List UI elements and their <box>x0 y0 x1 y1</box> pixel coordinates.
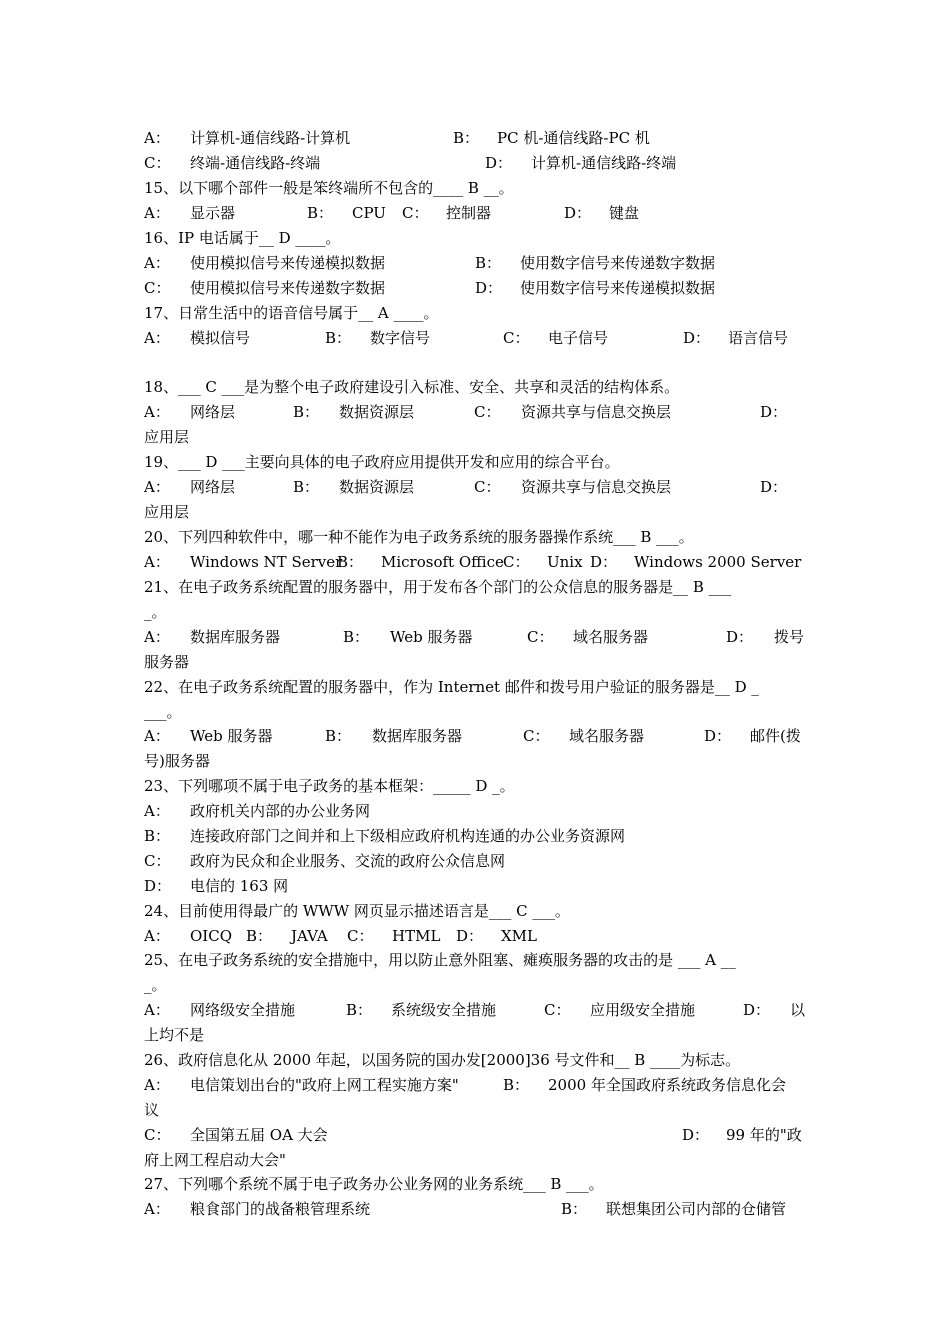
text-segment: 数字信号 <box>370 329 431 347</box>
text-segment: Microsoft Office <box>381 553 504 571</box>
option-letter: C： <box>474 478 501 496</box>
option-letter: A： <box>144 802 170 820</box>
option-letter: C： <box>474 403 501 421</box>
text-segment: 应用层 <box>144 503 190 521</box>
option-letter: D： <box>144 877 172 895</box>
option-letter: A： <box>144 129 170 147</box>
text-line <box>0 550 950 574</box>
text-segment: 连接政府部门之间并和上下级相应政府机构连通的办公业务资源网 <box>190 827 626 845</box>
text-line <box>0 724 950 748</box>
option-letter: A： <box>144 478 170 496</box>
option-letter: B： <box>475 254 502 272</box>
text-segment: _。 <box>144 603 167 621</box>
text-line <box>0 650 950 674</box>
option-letter: C： <box>347 927 374 945</box>
text-segment: HTML <box>392 927 441 945</box>
option-letter: A： <box>144 403 170 421</box>
question-23 <box>0 774 950 798</box>
text-segment: 数据资源层 <box>339 478 415 496</box>
text-line <box>0 1023 950 1047</box>
option-letter: B： <box>293 478 320 496</box>
text-segment: 以 <box>790 1001 806 1019</box>
text-segment: 数据资源层 <box>339 403 415 421</box>
text-line <box>0 126 950 150</box>
text-segment: 全国第五届 OA 大会 <box>190 1126 328 1144</box>
text-line <box>0 151 950 175</box>
text-line <box>0 799 950 823</box>
question-17 <box>0 301 950 325</box>
option-letter: C： <box>503 553 530 571</box>
text-segment: 电信的 163 网 <box>190 877 289 895</box>
text-segment: 数据库服务器 <box>190 628 281 646</box>
text-segment: 18、___ C ___是为整个电子政府建设引入标准、安全、共享和灵活的结构体系。 <box>144 378 680 396</box>
option-letter: B： <box>343 628 370 646</box>
text-segment: CPU <box>352 204 386 222</box>
option-letter: A： <box>144 1001 170 1019</box>
question-18 <box>0 375 950 399</box>
text-segment: 电信策划出台的"政府上网工程实施方案" <box>190 1076 459 1094</box>
option-letter: B： <box>144 827 171 845</box>
text-line <box>0 276 950 300</box>
text-segment: 终端-通信线路-终端 <box>190 154 321 172</box>
text-segment: 政府机关内部的办公业务网 <box>190 802 371 820</box>
text-segment: 17、日常生活中的语音信号属于__ A ____。 <box>144 304 439 322</box>
option-letter: A： <box>144 1076 170 1094</box>
text-segment: 拨号 <box>774 628 805 646</box>
option-letter: B： <box>503 1076 530 1094</box>
text-segment: 府上网工程启动大会" <box>144 1151 286 1169</box>
text-segment: 21、在电子政务系统配置的服务器中，用于发布各个部门的公众信息的服务器是__ B ___ <box>144 578 732 596</box>
text-segment: Windows 2000 Server <box>634 553 802 571</box>
text-segment: 服务器 <box>144 653 190 671</box>
option-letter: D： <box>760 403 788 421</box>
text-segment: 域名服务器 <box>569 727 645 745</box>
text-segment: 15、以下哪个部件一般是笨终端所不包含的____ B __。 <box>144 179 514 197</box>
text-segment: 计算机-通信线路-终端 <box>531 154 677 172</box>
text-segment: 议 <box>144 1101 160 1119</box>
text-segment: 24、目前使用得最广的 WWW 网页显示描述语言是___ C ___。 <box>144 902 570 920</box>
text-segment: 号)服务器 <box>144 752 210 770</box>
option-letter: C： <box>527 628 554 646</box>
text-segment: Windows NT Server <box>190 553 343 571</box>
text-segment: 电子信号 <box>548 329 609 347</box>
text-segment: 资源共享与信息交换层 <box>521 478 672 496</box>
text-segment: 域名服务器 <box>573 628 649 646</box>
question-20 <box>0 525 950 549</box>
text-line <box>0 400 950 424</box>
text-segment: Web 服务器 <box>390 628 473 646</box>
option-letter: A： <box>144 204 170 222</box>
option-letter: C： <box>503 329 530 347</box>
text-segment: 联想集团公司内部的仓储管 <box>606 1200 787 1218</box>
question-24 <box>0 899 950 923</box>
text-segment: XML <box>501 927 537 945</box>
option-letter: D： <box>590 553 618 571</box>
text-segment: 19、___ D ___主要向具体的电子政府应用提供开发和应用的综合平台。 <box>144 453 620 471</box>
text-line <box>0 475 950 499</box>
text-segment: 25、在电子政务系统的安全措施中，用以防止意外阻塞、瘫痪服务器的攻击的是 ___ A __ <box>144 951 736 969</box>
text-segment: 资源共享与信息交换层 <box>521 403 672 421</box>
option-letter: B： <box>325 329 352 347</box>
text-segment: 键盘 <box>609 204 640 222</box>
text-line <box>0 874 950 898</box>
question-27 <box>0 1172 950 1196</box>
option-letter: D： <box>475 279 503 297</box>
text-segment: 数据库服务器 <box>372 727 463 745</box>
question-16 <box>0 226 950 250</box>
text-line <box>0 425 950 449</box>
option-letter: C： <box>544 1001 571 1019</box>
text-segment: 23、下列哪项不属于电子政务的基本框架：_____ D _。 <box>144 777 515 795</box>
text-segment: JAVA <box>291 927 328 945</box>
option-letter: A： <box>144 254 170 272</box>
option-letter: C： <box>523 727 550 745</box>
option-letter: B： <box>293 403 320 421</box>
option-letter: C： <box>144 154 171 172</box>
text-line <box>0 700 950 724</box>
text-segment: 20、下列四种软件中，哪一种不能作为电子政务系统的服务器操作系统___ B ___。 <box>144 528 694 546</box>
text-line <box>0 849 950 873</box>
text-line <box>0 1073 950 1097</box>
text-line <box>0 1148 950 1172</box>
text-segment: PC 机-通信线路-PC 机 <box>497 129 650 147</box>
text-segment: 网络层 <box>190 478 236 496</box>
text-line <box>0 1098 950 1122</box>
option-letter: D： <box>485 154 513 172</box>
text-line <box>0 600 950 624</box>
option-letter: A： <box>144 727 170 745</box>
text-segment: 应用级安全措施 <box>590 1001 696 1019</box>
text-segment: 22、在电子政务系统配置的服务器中，作为 Internet 邮件和拨号用户验证的服务器是__ D _ <box>144 678 759 696</box>
question-22 <box>0 675 950 699</box>
option-letter: D： <box>704 727 732 745</box>
text-line <box>0 1197 950 1221</box>
option-letter: D： <box>456 927 484 945</box>
text-segment: 99 年的"政 <box>726 1126 802 1144</box>
text-line <box>0 500 950 524</box>
option-letter: B： <box>307 204 334 222</box>
text-segment: 使用数字信号来传递模拟数据 <box>520 279 716 297</box>
text-segment: 语言信号 <box>728 329 789 347</box>
text-line <box>0 998 950 1022</box>
text-segment: 使用模拟信号来传递模拟数据 <box>190 254 386 272</box>
text-line <box>0 973 950 997</box>
option-letter: D： <box>682 1126 710 1144</box>
question-25 <box>0 948 950 972</box>
text-line <box>0 824 950 848</box>
option-letter: B： <box>453 129 480 147</box>
question-21 <box>0 575 950 599</box>
option-letter: C： <box>402 204 429 222</box>
text-line <box>0 625 950 649</box>
text-line <box>0 326 950 350</box>
text-segment: 控制器 <box>446 204 492 222</box>
text-segment: Unix <box>547 553 583 571</box>
text-line <box>0 1123 950 1147</box>
text-segment: 2000 年全国政府系统政务信息化会 <box>548 1076 786 1094</box>
option-letter: C： <box>144 852 171 870</box>
question-19 <box>0 450 950 474</box>
option-letter: D： <box>726 628 754 646</box>
text-segment: 计算机-通信线路-计算机 <box>190 129 351 147</box>
option-letter: B： <box>325 727 352 745</box>
option-letter: A： <box>144 628 170 646</box>
text-segment: 应用层 <box>144 428 190 446</box>
text-segment: 模拟信号 <box>190 329 251 347</box>
text-segment: 网络级安全措施 <box>190 1001 296 1019</box>
option-letter: A： <box>144 1200 170 1218</box>
option-letter: A： <box>144 553 170 571</box>
option-letter: B： <box>561 1200 588 1218</box>
text-segment: OICQ <box>190 927 232 945</box>
option-letter: A： <box>144 329 170 347</box>
text-line <box>0 749 950 773</box>
text-segment: _。 <box>144 976 167 994</box>
text-segment: 显示器 <box>190 204 236 222</box>
text-segment: 系统级安全措施 <box>391 1001 497 1019</box>
option-letter: A： <box>144 927 170 945</box>
option-letter: C： <box>144 1126 171 1144</box>
text-segment: 网络层 <box>190 403 236 421</box>
text-line <box>0 201 950 225</box>
option-letter: D： <box>564 204 592 222</box>
text-segment: 上均不是 <box>144 1026 205 1044</box>
text-line <box>0 924 950 948</box>
text-segment: 27、下列哪个系统不属于电子政务办公业务网的业务系统___ B ___。 <box>144 1175 604 1193</box>
text-segment: Web 服务器 <box>190 727 273 745</box>
text-line <box>0 251 950 275</box>
text-segment: 16、IP 电话属于__ D ____。 <box>144 229 341 247</box>
option-letter: B： <box>337 553 364 571</box>
option-letter: D： <box>683 329 711 347</box>
text-segment: 使用模拟信号来传递数字数据 <box>190 279 386 297</box>
text-segment: 使用数字信号来传递数字数据 <box>520 254 716 272</box>
text-segment: ___。 <box>144 703 182 721</box>
question-26 <box>0 1048 950 1072</box>
text-segment: 邮件(拨 <box>750 727 801 745</box>
text-segment: 粮食部门的战备粮管理系统 <box>190 1200 371 1218</box>
option-letter: B： <box>246 927 273 945</box>
text-segment: 26、政府信息化从 2000 年起，以国务院的国办发[2000]36 号文件和__ B ____为标志。 <box>144 1051 741 1069</box>
option-letter: D： <box>760 478 788 496</box>
text-segment: 政府为民众和企业服务、交流的政府公众信息网 <box>190 852 506 870</box>
option-letter: C： <box>144 279 171 297</box>
question-15 <box>0 176 950 200</box>
option-letter: D： <box>743 1001 771 1019</box>
option-letter: B： <box>346 1001 373 1019</box>
